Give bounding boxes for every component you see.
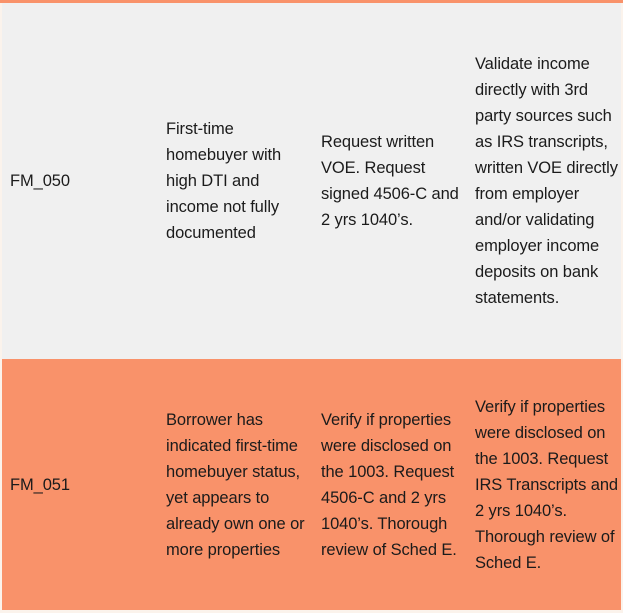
- fraud-marker-table: [2, 3, 621, 610]
- cell-action: [313, 3, 467, 359]
- cell-id: [2, 3, 158, 359]
- mitigation-text: Verify if properties were disclosed on the 1003. Request IRS Transcripts and 2 yrs 1040’s. Thorough review of Sched E.: [475, 397, 618, 572]
- marker-id: FM_050: [10, 172, 70, 190]
- scenario-text: First-time homebuyer with high DTI and income not fully documented: [166, 120, 282, 242]
- table-row: [2, 3, 621, 359]
- scenario-text: Borrower has indicated first-time homebuyer status, yet appears to already own one or more properties: [166, 410, 305, 559]
- cell-scenario: [158, 359, 313, 610]
- table-row: [2, 359, 621, 610]
- mitigation-text: Validate income directly with 3rd party sources such as IRS transcripts, written VOE directly from employer and/or validating employer income deposits on bank statements.: [475, 55, 618, 307]
- action-text: Request written VOE. Request signed 4506-C and 2 yrs 1040’s.: [321, 133, 459, 229]
- cell-id: [2, 359, 158, 610]
- cell-mitigation: [467, 359, 621, 610]
- marker-id: FM_051: [10, 475, 70, 494]
- cell-scenario: [158, 3, 313, 359]
- cell-mitigation: [467, 3, 621, 359]
- action-text: Verify if properties were disclosed on the 1003. Request 4506-C and 2 yrs 1040’s. Thorough review of Sched E.: [321, 410, 457, 559]
- cell-action: [313, 359, 467, 610]
